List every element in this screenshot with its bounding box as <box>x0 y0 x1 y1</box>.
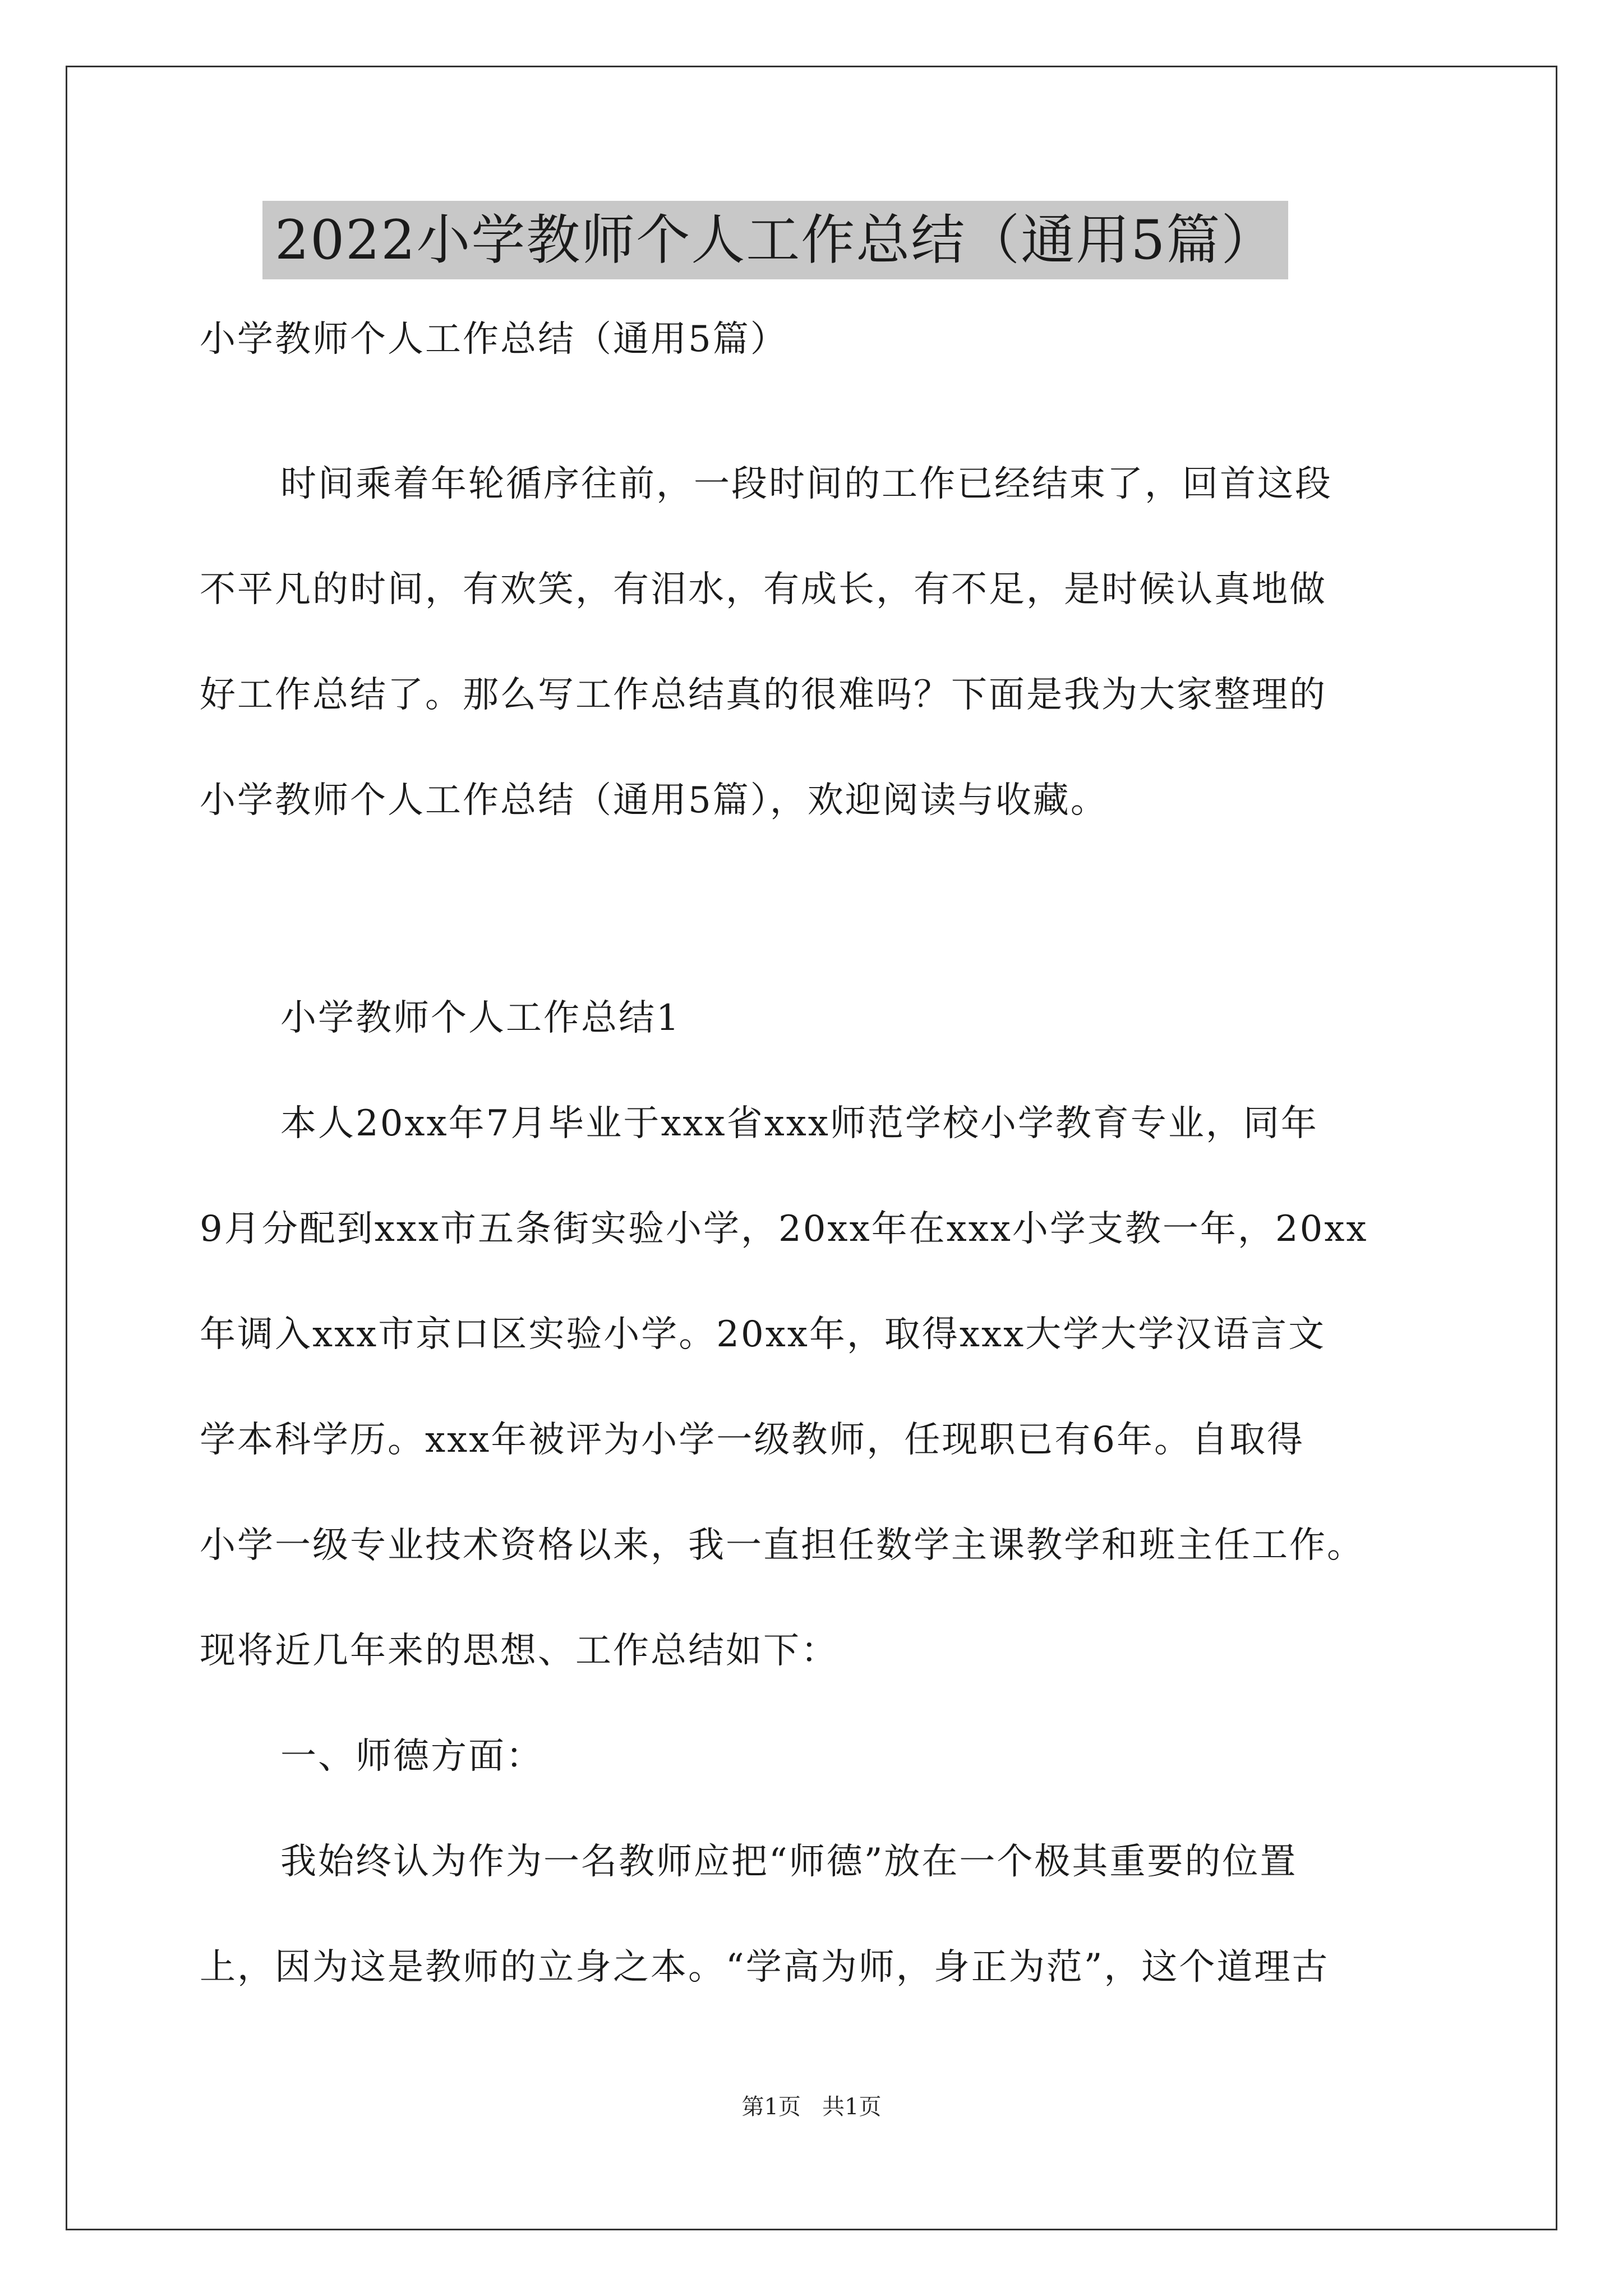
paragraph-line: 学本科学历。xxx年被评为小学一级教师，任现职已有6年。自取得 <box>200 1419 1304 1461</box>
paragraph-line: 时间乘着年轮循序往前，一段时间的工作已经结束了，回首这段 <box>280 463 1332 505</box>
paragraph-line: 9月分配到xxx市五条街实验小学，20xx年在xxx小学支教一年，20xx <box>200 1208 1368 1250</box>
paragraph-line: 我始终认为作为一名教师应把“师德”放在一个极其重要的位置 <box>280 1841 1298 1883</box>
paragraph-line: 小学教师个人工作总结（通用5篇），欢迎阅读与收藏。 <box>200 780 1108 821</box>
paragraph-line: 现将近几年来的思想、工作总结如下： <box>200 1630 838 1672</box>
paragraph-line: 本人20xx年7月毕业于xxx省xxx师范学校小学教育专业，同年 <box>280 1103 1318 1144</box>
paragraph-line: 年调入xxx市京口区实验小学。20xx年，取得xxx大学大学汉语言文 <box>200 1314 1326 1355</box>
document-subtitle: 小学教师个人工作总结（通用5篇） <box>200 319 788 360</box>
paragraph-line: 小学一级专业技术资格以来，我一直担任数学主课教学和班主任工作。 <box>200 1525 1364 1566</box>
paragraph-line: 好工作总结了。那么写工作总结真的很难吗？下面是我为大家整理的 <box>200 674 1327 716</box>
section-heading: 小学教师个人工作总结1 <box>280 997 681 1039</box>
paragraph-line: 不平凡的时间，有欢笑，有泪水，有成长，有不足，是时候认真地做 <box>200 569 1327 610</box>
document-title: 2022小学教师个人工作总结（通用5篇） <box>262 201 1288 279</box>
subsection-heading: 一、师德方面： <box>280 1736 543 1777</box>
paragraph-line: 上，因为这是教师的立身之本。“学高为师，身正为范”，这个道理古 <box>200 1947 1330 1988</box>
page-footer: 第1页 共1页 <box>741 2094 882 2120</box>
